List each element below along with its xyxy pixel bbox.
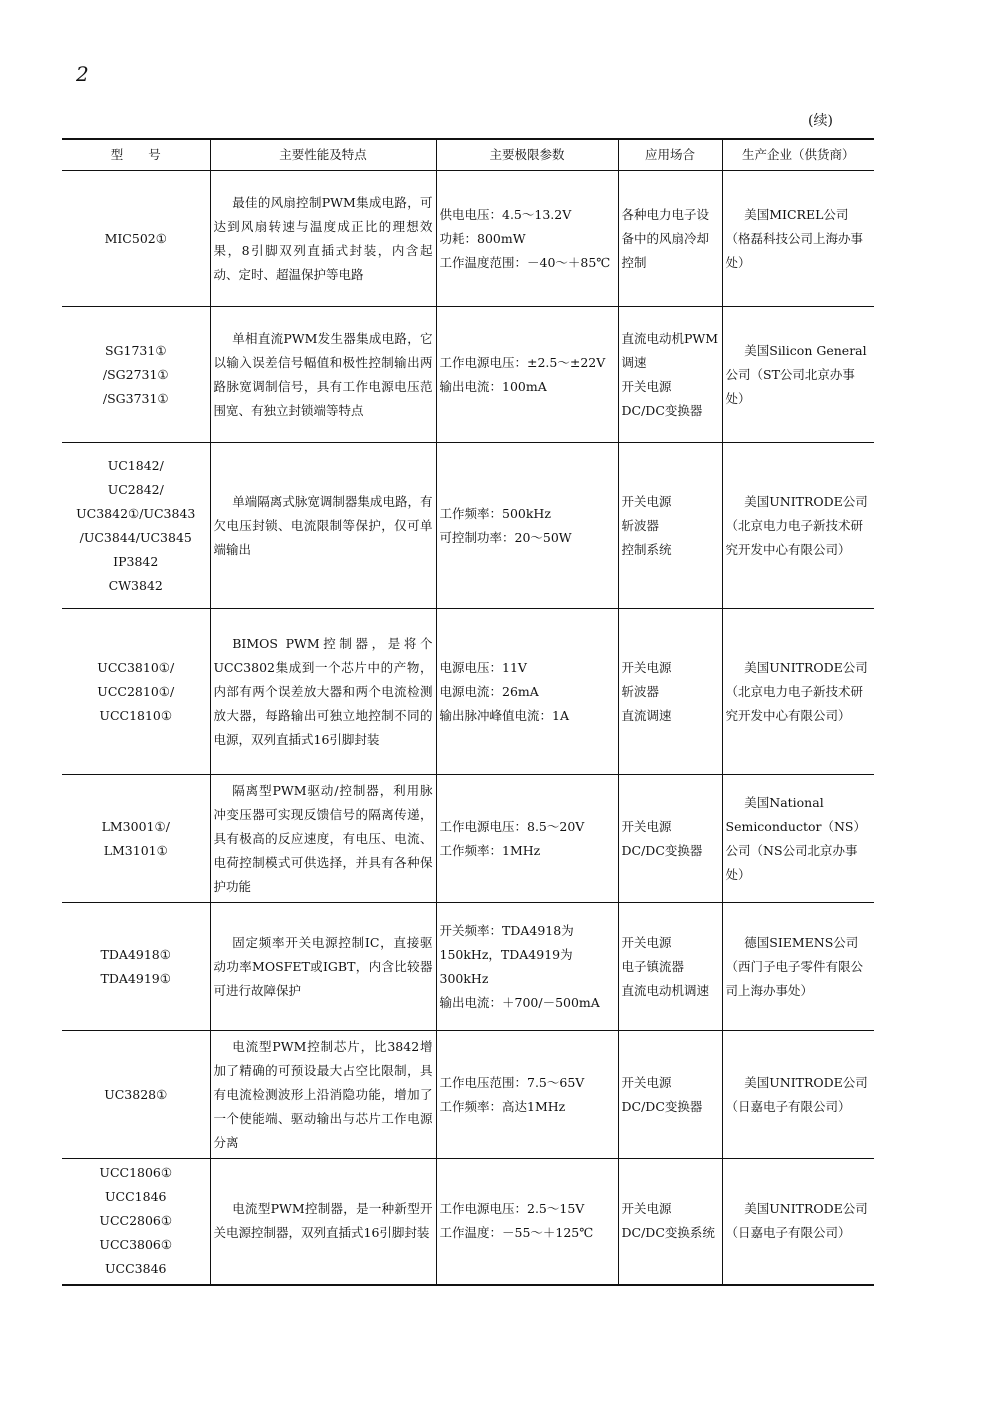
- manufacturer-cell: 美国MICREL公司（格磊科技公司上海办事处）: [722, 171, 874, 307]
- model-name: LM3101①: [103, 842, 168, 858]
- features-cell: 单相直流PWM发生器集成电路，它以输入误差信号幅值和极性控制输出两路脉宽调制信号，具有工作电源电压范围宽、有独立封锁端等特点: [210, 307, 436, 443]
- model-name: /SG2731①: [102, 366, 169, 382]
- model-name: CW3842: [108, 577, 163, 593]
- applications-cell: [618, 903, 722, 1031]
- applications-cell: [618, 171, 722, 307]
- table-row: [62, 903, 874, 1031]
- model-cell: [62, 903, 210, 1031]
- application-line: 开关电源: [621, 493, 672, 509]
- manufacturer-cell: 美国UNITRODE公司（北京电力电子新技术研究开发中心有限公司）: [722, 443, 874, 609]
- application-line: 开关电源: [621, 818, 672, 834]
- model-name: IP3842: [113, 553, 159, 569]
- application-line: 直流调速: [621, 707, 672, 723]
- model-name: TDA4918①: [100, 946, 171, 962]
- features-cell: 最佳的风扇控制PWM集成电路，可达到风扇转速与温度成正比的理想效果，8引脚双列直插式封装，内含起动、定时、超温保护等电路: [210, 171, 436, 307]
- param-line: 工作电源电压：±2.5～±22V: [439, 354, 606, 370]
- application-line: 开关电源: [621, 378, 672, 394]
- param-line: 输出电流：100mA: [439, 378, 547, 394]
- param-line: 输出脉冲峰值电流：1A: [439, 707, 569, 723]
- params-cell: [436, 307, 618, 443]
- features-cell: 隔离型PWM驱动/控制器，利用脉冲变压器可实现反馈信号的隔离传递，具有极高的反应速度，有电压、电流、电荷控制模式可供选择，并具有各种保护功能: [210, 775, 436, 903]
- application-line: 开关电源: [621, 934, 672, 950]
- table-row: [62, 443, 874, 609]
- header-features: 主要性能及特点: [210, 139, 436, 171]
- table-row: [62, 775, 874, 903]
- application-line: 直流电动机PWM调速: [621, 330, 719, 370]
- model-cell: [62, 443, 210, 609]
- param-line: 工作电压范围：7.5～65V: [439, 1074, 585, 1090]
- header-manufacturer: 生产企业（供货商）: [722, 139, 874, 171]
- table-row: [62, 171, 874, 307]
- model-cell: [62, 307, 210, 443]
- manufacturer-cell: 美国UNITRODE公司（日嘉电子有限公司）: [722, 1031, 874, 1159]
- params-cell: [436, 1031, 618, 1159]
- model-name: MIC502①: [104, 230, 167, 246]
- applications-cell: [618, 775, 722, 903]
- applications-cell: [618, 443, 722, 609]
- param-line: 工作电源电压：8.5～20V: [439, 818, 585, 834]
- application-line: 控制系统: [621, 541, 672, 557]
- application-line: DC/DC变换器: [621, 402, 703, 418]
- application-line: 斩波器: [621, 683, 660, 699]
- model-name: UCC3846: [105, 1261, 167, 1277]
- header-model: 型 号: [62, 139, 210, 171]
- application-line: 直流电动机调速: [621, 982, 710, 998]
- param-line: 开关频率：TDA4918为150kHz，TDA4919为300kHz: [439, 922, 574, 986]
- model-name: UC3842①/UC3843: [76, 505, 196, 521]
- table-row: [62, 1159, 874, 1285]
- param-line: 输出电流：＋700/－500mA: [439, 994, 600, 1010]
- model-name: LM3001①/: [101, 818, 170, 834]
- param-line: 工作频率：高达1MHz: [439, 1098, 566, 1114]
- application-line: 开关电源: [621, 659, 672, 675]
- features-cell: 电流型PWM控制芯片，比3842增加了精确的可预设最大占空比限制，具有电流检测波形上沿消隐功能，增加了一个使能端、驱动输出与芯片工作电源分离: [210, 1031, 436, 1159]
- param-line: 工作频率：500kHz: [439, 505, 551, 521]
- model-cell: [62, 1031, 210, 1159]
- param-line: 工作温度：－55～＋125℃: [439, 1225, 594, 1241]
- application-line: DC/DC变换系统: [621, 1225, 715, 1241]
- model-name: SG1731①: [104, 342, 167, 358]
- features-cell: 电流型PWM控制器，是一种新型开关电源控制器，双列直插式16引脚封装: [210, 1159, 436, 1285]
- model-name: UCC3806①: [99, 1237, 173, 1253]
- model-cell: [62, 1159, 210, 1285]
- application-line: DC/DC变换器: [621, 842, 703, 858]
- features-cell: 单端隔离式脉宽调制器集成电路，有欠电压封锁、电流限制等保护，仅可单端输出: [210, 443, 436, 609]
- manufacturer-cell: 美国UNITRODE公司（日嘉电子有限公司）: [722, 1159, 874, 1285]
- features-cell: BIMOS PWM控制器，是将个UCC3802集成到一个芯片中的产物，内部有两个误差放大器和两个电流检测放大器，每路输出可独立地控制不同的电源，双列直插式16引脚封装: [210, 609, 436, 775]
- application-line: 斩波器: [621, 517, 660, 533]
- ic-spec-table: [62, 138, 874, 1286]
- table-row: [62, 609, 874, 775]
- applications-cell: [618, 307, 722, 443]
- model-name: TDA4919①: [100, 970, 171, 986]
- table-header-row: [62, 139, 874, 171]
- model-name: /UC3844/UC3845: [79, 529, 192, 545]
- model-cell: [62, 609, 210, 775]
- model-name: UCC1806①: [99, 1165, 173, 1181]
- table-body: [62, 171, 874, 1285]
- param-line: 功耗：800mW: [439, 230, 526, 246]
- params-cell: [436, 443, 618, 609]
- page-number: 2: [76, 62, 89, 86]
- manufacturer-cell: 德国SIEMENS公司（西门子电子零件有限公司上海办事处）: [722, 903, 874, 1031]
- features-cell: 固定频率开关电源控制IC，直接驱动功率MOSFET或IGBT，内含比较器可进行故障保护: [210, 903, 436, 1031]
- applications-cell: [618, 1159, 722, 1285]
- params-cell: [436, 609, 618, 775]
- header-applications: 应用场合: [618, 139, 722, 171]
- param-line: 工作电源电压：2.5～15V: [439, 1201, 585, 1217]
- param-line: 工作温度范围：－40～＋85℃: [439, 254, 611, 270]
- model-name: UCC1846: [105, 1189, 167, 1205]
- param-line: 电源电压：11V: [439, 659, 527, 675]
- params-cell: [436, 1159, 618, 1285]
- param-line: 可控制功率：20～50W: [439, 529, 572, 545]
- model-cell: [62, 775, 210, 903]
- continued-label: (续): [808, 113, 833, 129]
- params-cell: [436, 775, 618, 903]
- model-name: /SG3731①: [102, 390, 169, 406]
- model-name: UC3828①: [104, 1086, 168, 1102]
- header-params: 主要极限参数: [436, 139, 618, 171]
- params-cell: [436, 903, 618, 1031]
- model-name: UCC2806①: [99, 1213, 173, 1229]
- param-line: 供电电压：4.5～13.2V: [439, 206, 572, 222]
- application-line: 开关电源: [621, 1201, 672, 1217]
- params-cell: [436, 171, 618, 307]
- application-line: DC/DC变换器: [621, 1098, 703, 1114]
- model-name: UC1842/: [107, 457, 164, 473]
- application-line: 电子镇流器: [621, 958, 685, 974]
- table-row: [62, 1031, 874, 1159]
- application-line: 各种电力电子设备中的风扇冷却控制: [621, 206, 710, 270]
- param-line: 电源电流：26mA: [439, 683, 539, 699]
- manufacturer-cell: 美国Silicon General公司（ST公司北京办事处）: [722, 307, 874, 443]
- table-row: [62, 307, 874, 443]
- model-name: UCC1810①: [99, 707, 173, 723]
- applications-cell: [618, 609, 722, 775]
- param-line: 工作频率：1MHz: [439, 842, 541, 858]
- applications-cell: [618, 1031, 722, 1159]
- model-name: UCC2810①/: [97, 683, 175, 699]
- model-name: UC2842/: [107, 481, 164, 497]
- model-name: UCC3810①/: [97, 659, 175, 675]
- manufacturer-cell: 美国National Semiconductor（NS）公司（NS公司北京办事处）: [722, 775, 874, 903]
- manufacturer-cell: 美国UNITRODE公司（北京电力电子新技术研究开发中心有限公司）: [722, 609, 874, 775]
- application-line: 开关电源: [621, 1074, 672, 1090]
- model-cell: [62, 171, 210, 307]
